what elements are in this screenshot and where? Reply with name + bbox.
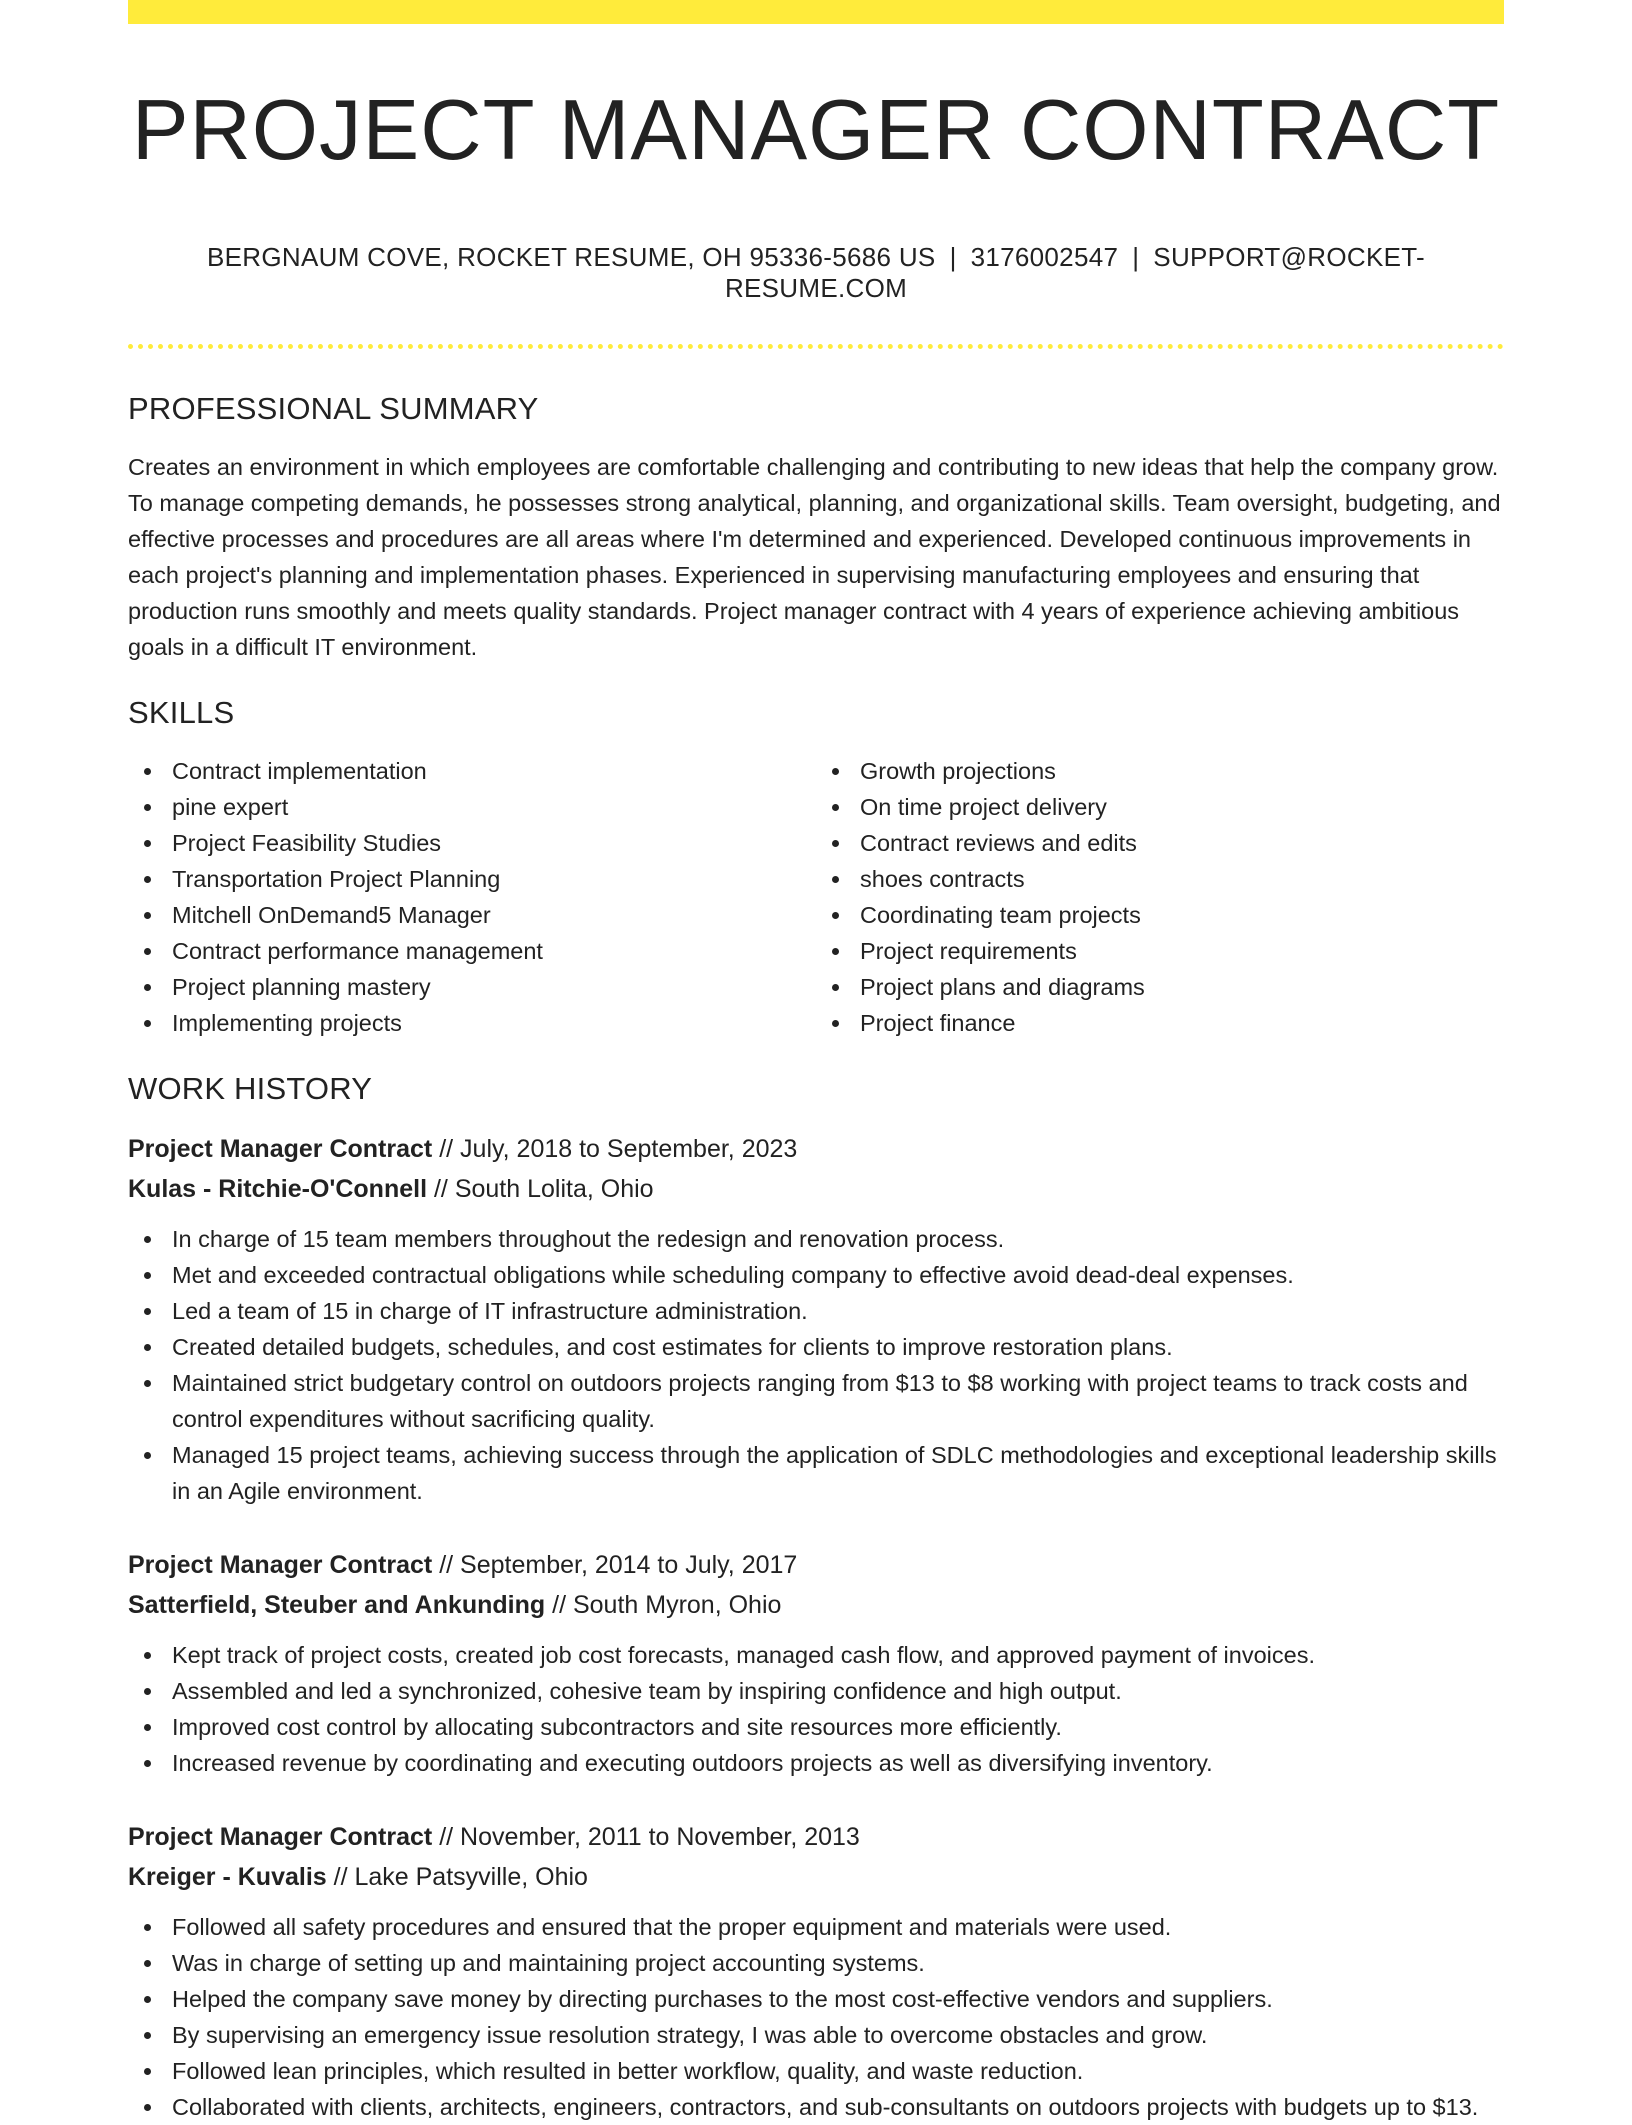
job-bullet: Was in charge of setting up and maintaining project accounting systems. [172, 1945, 1504, 1981]
skill-item: Project plans and diagrams [860, 969, 1504, 1005]
job-title: Project Manager Contract [128, 1134, 433, 1163]
skill-item: Mitchell OnDemand5 Manager [172, 897, 816, 933]
job-bullet: Followed all safety procedures and ensured that the proper equipment and materials were used. [172, 1909, 1504, 1945]
job-bullet: Collaborated with clients, architects, engineers, contractors, and sub-consultants on outdoors projects with budgets up to $13. [172, 2089, 1504, 2125]
job-location: // South Lolita, Ohio [433, 1174, 654, 1203]
skill-item: Implementing projects [172, 1005, 816, 1041]
job-title: Project Manager Contract [128, 1550, 433, 1579]
skill-item: On time project delivery [860, 789, 1504, 825]
job-bullet: Met and exceeded contractual obligations while scheduling company to effective avoid dead-deal expenses. [172, 1257, 1504, 1293]
job-bullets [128, 1637, 1504, 1781]
skills-left-column [128, 753, 816, 1041]
skills-heading: SKILLS [128, 694, 235, 730]
job-entry [128, 1545, 1504, 1781]
skill-item: Coordinating team projects [860, 897, 1504, 933]
job-bullet: Created detailed budgets, schedules, and cost estimates for clients to improve restoration plans. [172, 1329, 1504, 1365]
job-bullets [128, 1909, 1504, 2125]
skills-grid [128, 753, 1504, 1041]
job-bullet: Led a team of 15 in charge of IT infrastructure administration. [172, 1293, 1504, 1329]
contact-phone[interactable]: 3176002547 [970, 241, 1119, 272]
job-bullet: Managed 15 project teams, achieving success through the application of SDLC methodologies and exceptional leadership skills in an Agile environment. [172, 1437, 1504, 1509]
work-history-heading: WORK HISTORY [128, 1070, 373, 1106]
job-entry [128, 1817, 1504, 2125]
dotted-divider [128, 344, 1504, 349]
job-company: Kreiger - Kuvalis [128, 1862, 327, 1891]
skill-item: Growth projections [860, 753, 1504, 789]
job-dates: // July, 2018 to September, 2023 [439, 1134, 798, 1163]
job-company-line [128, 1169, 1504, 1209]
contact-address: BERGNAUM COVE, ROCKET RESUME, OH 95336-5686 US [207, 241, 936, 272]
skill-item: Contract reviews and edits [860, 825, 1504, 861]
job-dates: // November, 2011 to November, 2013 [439, 1822, 860, 1851]
job-title-line [128, 1545, 1504, 1585]
skill-item: Project requirements [860, 933, 1504, 969]
job-bullet: Improved cost control by allocating subcontractors and site resources more efficiently. [172, 1709, 1504, 1745]
skill-item: shoes contracts [860, 861, 1504, 897]
resume-title: PROJECT MANAGER CONTRACT [131, 83, 1501, 178]
skill-item: Project planning mastery [172, 969, 816, 1005]
job-company: Satterfield, Steuber and Ankunding [128, 1590, 546, 1619]
top-accent-bar [128, 0, 1504, 24]
contact-email[interactable]: SUPPORT@ROCKET-RESUME.COM [724, 241, 1425, 303]
job-title-line [128, 1817, 1504, 1857]
resume-page [128, 0, 1504, 2125]
job-company: Kulas - Ritchie-O'Connell [128, 1174, 428, 1203]
skill-item: pine expert [172, 789, 816, 825]
job-bullet: Kept track of project costs, created job cost forecasts, managed cash flow, and approved payment of invoices. [172, 1637, 1504, 1673]
job-title-line [128, 1129, 1504, 1169]
job-company-line [128, 1857, 1504, 1897]
skill-item: Project finance [860, 1005, 1504, 1041]
skills-right-column [816, 753, 1504, 1041]
job-bullet: Increased revenue by coordinating and executing outdoors projects as well as diversifying inventory. [172, 1745, 1504, 1781]
skill-item: Contract performance management [172, 933, 816, 969]
skill-item: Project Feasibility Studies [172, 825, 816, 861]
contact-separator: | [949, 241, 957, 272]
job-bullets [128, 1221, 1504, 1509]
summary-text: Creates an environment in which employees are comfortable challenging and contributing to new ideas that help the company grow. To manage competing demands, he possesses strong analytical, planning, and organizational skills. Team oversight, budgeting, and effective processes and procedures are all areas where I'm determined and experienced. Developed continuous improvements in each project's planning and implementation phases. Experienced in supervising manufacturing employees and ensuring that production runs smoothly and meets quality standards. Project manager contract with 4 years of experience achieving ambitious goals in a difficult IT environment. [128, 453, 1501, 660]
job-dates: // September, 2014 to July, 2017 [439, 1550, 798, 1579]
job-bullet: In charge of 15 team members throughout the redesign and renovation process. [172, 1221, 1504, 1257]
job-location: // Lake Patsyville, Ohio [333, 1862, 588, 1891]
job-bullet: Assembled and led a synchronized, cohesive team by inspiring confidence and high output. [172, 1673, 1504, 1709]
skill-item: Transportation Project Planning [172, 861, 816, 897]
job-bullet: Helped the company save money by directing purchases to the most cost-effective vendors and suppliers. [172, 1981, 1504, 2017]
job-title: Project Manager Contract [128, 1822, 433, 1851]
job-bullet: Maintained strict budgetary control on outdoors projects ranging from $13 to $8 working with project teams to track costs and control expenditures without sacrificing quality. [172, 1365, 1504, 1437]
job-company-line [128, 1585, 1504, 1625]
summary-heading: PROFESSIONAL SUMMARY [128, 390, 539, 426]
job-bullet: Followed lean principles, which resulted in better workflow, quality, and waste reduction. [172, 2053, 1504, 2089]
job-bullet: By supervising an emergency issue resolution strategy, I was able to overcome obstacles and grow. [172, 2017, 1504, 2053]
job-entry [128, 1129, 1504, 1509]
contact-separator: | [1132, 241, 1140, 272]
contact-line [128, 242, 1504, 304]
skill-item: Contract implementation [172, 753, 816, 789]
job-location: // South Myron, Ohio [552, 1590, 782, 1619]
